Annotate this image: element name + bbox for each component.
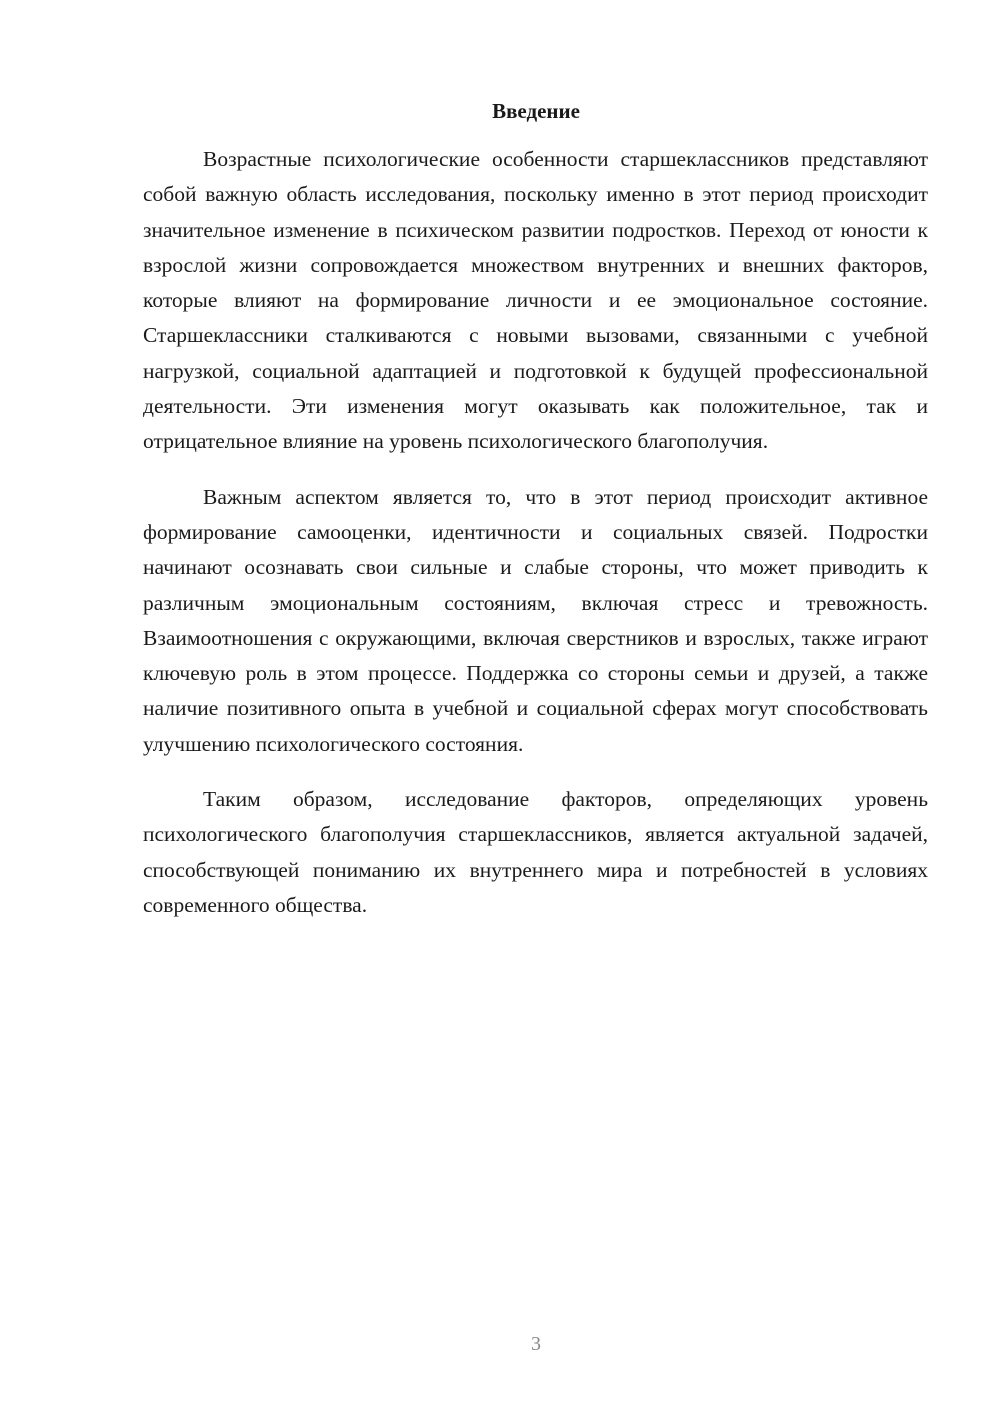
paragraph-2: Важным аспектом является то, что в этот период происходит активное формирование самооценки, идентичности и социальных связей. Подростки начинают осознавать свои сильные и слабые стороны, что может приводить к различным эмоциональным состояниям, включая стресс и тревожность. Взаимоотношения с окружающими, включая сверстников и взрослых, также играют ключевую роль в этом процессе. Поддержка со стороны семьи и друзей, а также наличие позитивного опыта в учебной и социальной сферах могут способствовать улучшению психологического состояния. xyxy=(143,484,928,756)
page-number: 3 xyxy=(531,1333,541,1355)
paragraph-1: Возрастные психологические особенности старшеклассников представляют собой важную область исследования, поскольку именно в этот период происходит значительное изменение в психическом развитии подростков. Переход от юности к взрослой жизни сопровождается множеством внутренних и внешних факторов, которые влияют на формирование личности и ее эмоциональное состояние. Старшеклассники сталкиваются с новыми вызовами, связанными с учебной нагрузкой, социальной адаптацией и подготовкой к будущей профессиональной деятельности. Эти изменения могут оказывать как положительное, так и отрицательное влияние на уровень психологического благополучия. xyxy=(143,147,928,454)
page-title: Введение xyxy=(492,99,580,123)
document-body xyxy=(143,142,928,943)
paragraph-3: Таким образом, исследование факторов, определяющих уровень психологического благополучия старшеклассников, является актуальной задачей, способствующей пониманию их внутреннего мира и потребностей в условиях современного общества. xyxy=(143,787,928,917)
